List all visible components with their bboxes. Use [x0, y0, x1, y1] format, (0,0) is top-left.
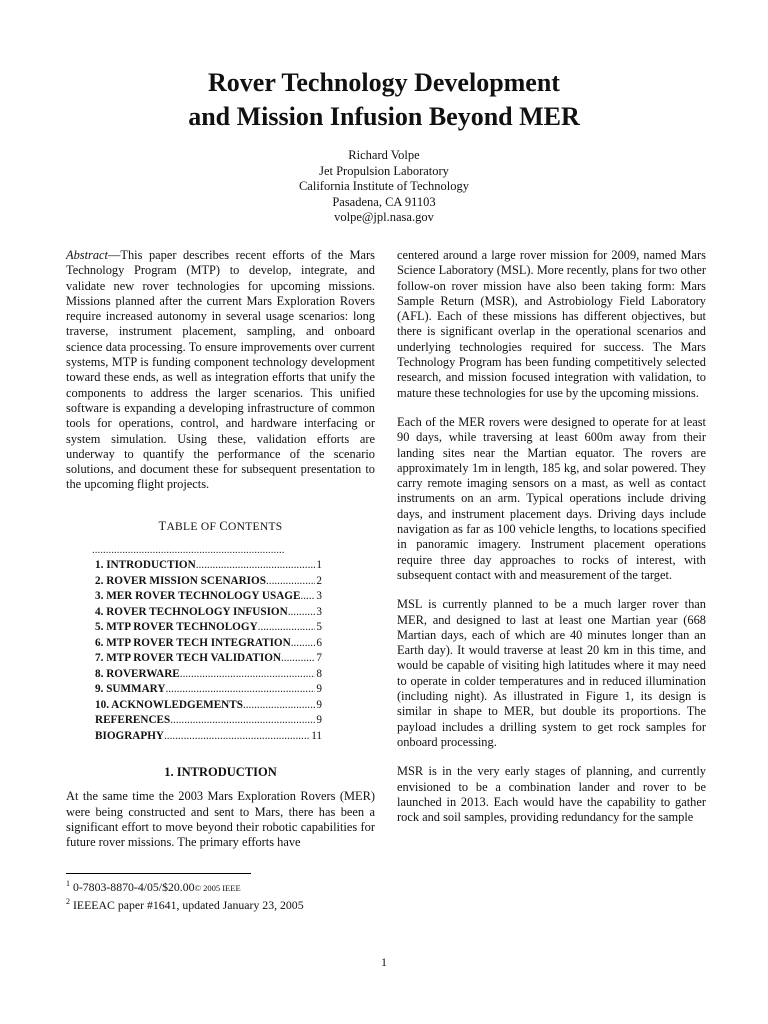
affiliation-lab: Jet Propulsion Laboratory: [319, 163, 449, 178]
body-paragraph: Each of the MER rovers were designed to operate for at least 90 days, while traversing at least 600m away from their landing sites near the Martian equator. The rovers are approximately 1m in length, 185 kg, and solar powered. They carry remote imaging sensors on a mast, as well as contact instruments on an arm. Typical operations include driving days, and instrument placement days. Driving days include navigation as far as 100 vehicle lengths, to locations specified in panoramic imagery. Instrument placement operations require three day approaches to rocks of interest, with subsequent contact with and measurement of the target.: [397, 414, 706, 582]
toc-heading: TABLE OF CONTENTS: [158, 518, 283, 533]
footnotes: [66, 877, 386, 912]
abstract: [66, 248, 375, 493]
section-heading-introduction: 1. INTRODUCTION: [164, 765, 277, 780]
body-paragraph: centered around a large rover mission for 2009, named Mars Science Laboratory (MSL). More recently, plans for two other follow-on rover mission have also been taking form: Mars Sample Return (MSR), and Astrobiology Field Laboratory (AFL). Each of these missions has different objectives, but there is significant overlap in the operational scenarios and underlying technologies required for success. The Mars Technology Program has been funding competitively selected research, and mission focused integration with validation, to mature these technologies for use by the upcoming missions.: [397, 248, 706, 400]
toc-entry[interactable]: 6. MTP ROVER TECH INTEGRATION ..... 6: [95, 636, 322, 652]
author-block: [0, 148, 768, 226]
paper-title: [0, 66, 768, 134]
affiliation-institute: California Institute of Technology: [298, 179, 470, 193]
body-paragraph: MSR is in the very early stages of planning, and currently envisioned to be a combination lander and rover to be launched in 2013. Each would have the capability to gather rock and soil samples, providing redundancy for the sample: [397, 764, 706, 825]
abstract-text: —This paper describes recent efforts of the Mars Technology Program (MTP) to develop, integrate, and validate new rover technologies for upcoming missions. Missions planned after the current Mars Exploration Rovers require increased autonomy in several usage scenarios: long traverse, instrument placement, sampling, and onboard science data processing. To ensure improvements over current systems, MTP is funding component technology development toward these ends, as well as integration efforts that unify the components to address the larger scenarios. This unified software is expanding a developing infrastructure of common tools for operations, control, and hardware interfacing or system simulation. Using these, validation efforts are underway to quantify the performance of the scenario solutions, and document these for subsequent presentation to the upcoming flight projects.: [66, 248, 375, 492]
toc-entry[interactable]: 2. ROVER MISSION SCENARIOS ..... 2: [95, 574, 322, 590]
toc-entry[interactable]: 8. ROVERWARE ..... 8: [95, 667, 322, 683]
body-paragraph: MSL is currently planned to be a much larger rover than MER, and designed to last at least one Martian year (668 Martian days, each of which are 40 minutes longer than an Earth day). It would traverse at least 20 km in this time, and would be capable of visiting high latitudes where it may need to operate in colder temperatures and in reduced illumination (including night). As illustrated in Figure 1, its design is similar in shape to MER, but double its proportions. The payload includes a drilling system to get rock samples for onboard processing.: [397, 597, 706, 749]
toc-entry[interactable]: 4. ROVER TECHNOLOGY INFUSION ..... 3: [95, 605, 322, 621]
title-line-2: and Mission Infusion Beyond MER: [188, 102, 580, 131]
page-number: 1: [381, 955, 387, 969]
title-line-1: Rover Technology Development: [208, 68, 560, 97]
author-address: Pasadena, CA 91103: [332, 194, 436, 209]
right-column: [397, 248, 706, 839]
author-name: Richard Volpe: [348, 148, 420, 162]
toc-entry[interactable]: 9. SUMMARY ..... 9: [95, 682, 322, 698]
footnote-divider: [66, 873, 251, 874]
toc-entry[interactable]: REFERENCES ..... 9: [95, 713, 322, 729]
abstract-label: Abstract: [66, 248, 108, 262]
toc-entry[interactable]: 7. MTP ROVER TECH VALIDATION ..... 7: [95, 651, 322, 667]
table-of-contents: [95, 558, 322, 744]
toc-entry[interactable]: 5. MTP ROVER TECHNOLOGY ..... 5: [95, 620, 322, 636]
toc-entry[interactable]: 10. ACKNOWLEDGEMENTS ..... 9: [95, 698, 322, 714]
toc-entry[interactable]: BIOGRAPHY ..... 11: [95, 729, 322, 745]
left-column: [66, 248, 375, 865]
intro-paragraph: At the same time the 2003 Mars Exploration Rovers (MER) were being constructed and sent to Mars, there has been a significant effort to move beyond their robotic capabilities for future rover missions. The primary efforts have: [66, 789, 375, 850]
toc-top-dots: ......................................................................: [92, 544, 285, 557]
toc-entry[interactable]: 1. INTRODUCTION ..... 1: [95, 558, 322, 574]
author-email[interactable]: volpe@jpl.nasa.gov: [334, 210, 434, 224]
footnote-2: $^2$ IEEEAC paper #1641, updated January 23, 2005: [66, 896, 304, 912]
footnote-1: $^1$ 0-7803-8870-4/05/$20.00© 2005 IEEE: [66, 879, 241, 894]
toc-entry[interactable]: 3. MER ROVER TECHNOLOGY USAGE ..... 3: [95, 589, 322, 605]
